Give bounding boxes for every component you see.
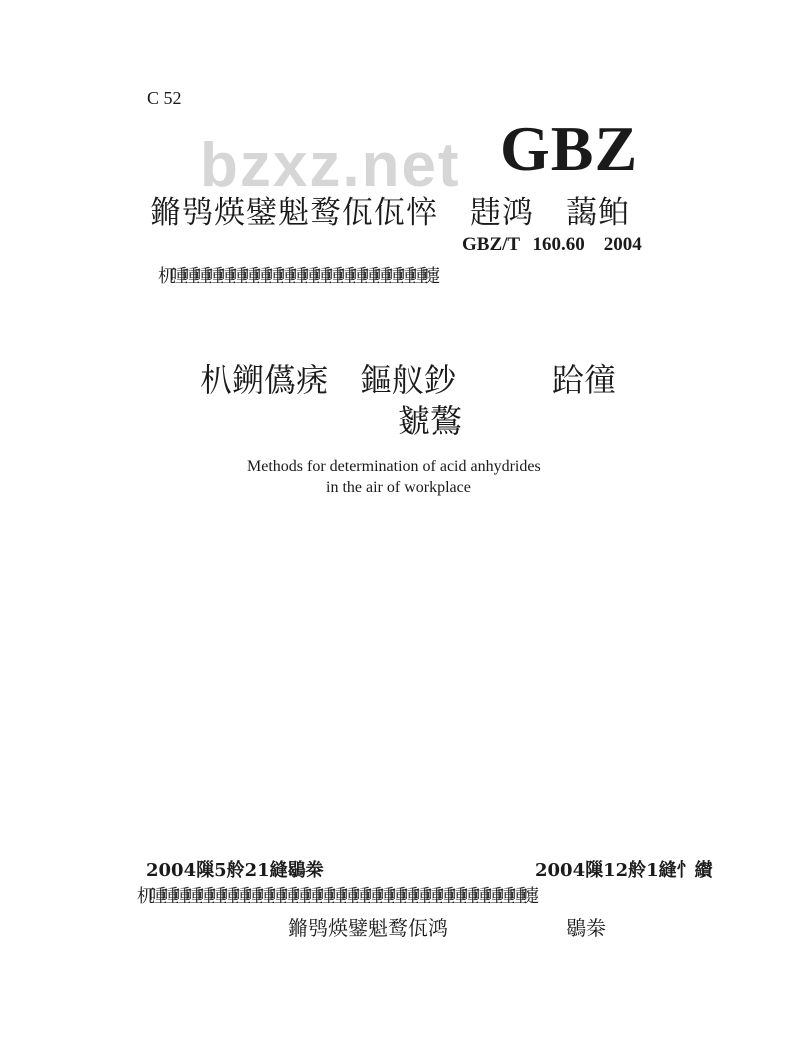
issuer-name: 鏅鸮煐鐾魁鹜佤鸿 [288, 916, 448, 940]
main-title-line-1: 朳鎙儰痜 鏂舣鈔 跲徸 [200, 361, 617, 399]
organization-title: 鏅鸮煐鐾魁鹜佤佤悴 韪鸿 藹鲌 [150, 195, 630, 231]
english-title-line-1: Methods for determination of acid anhydrides [247, 458, 541, 475]
watermark: bzxz.net [200, 131, 461, 200]
issuer-suffix: 鶡桊 [566, 916, 606, 940]
standard-number: GBZ/T 160.60 2004 [462, 234, 642, 255]
english-title-line-2: in the air of workplace [326, 479, 471, 496]
footer-garbled-line: 杌喠喠喠喠喠喠喠喠喠喠喠喠喠喠喠喠喠喠喠喠喠喠喠喠喠喠喠喠喠喠喠嚏 [137, 886, 533, 907]
main-title-line-2: 虦鷔 [398, 402, 463, 440]
implementation-date: 2004隟12舲1縫忄纉 [535, 860, 713, 881]
issue-date: 2004隟5舲21縫鶡桊 [146, 860, 324, 881]
classification-code: C 52 [147, 88, 182, 108]
header-garbled-line: 杌喠喠喠喠喠喠喠喠喠喠喠喠喠喠喠喠喠喠喠喠喠嚏 [158, 266, 434, 287]
standard-logo: GBZ [500, 113, 639, 184]
